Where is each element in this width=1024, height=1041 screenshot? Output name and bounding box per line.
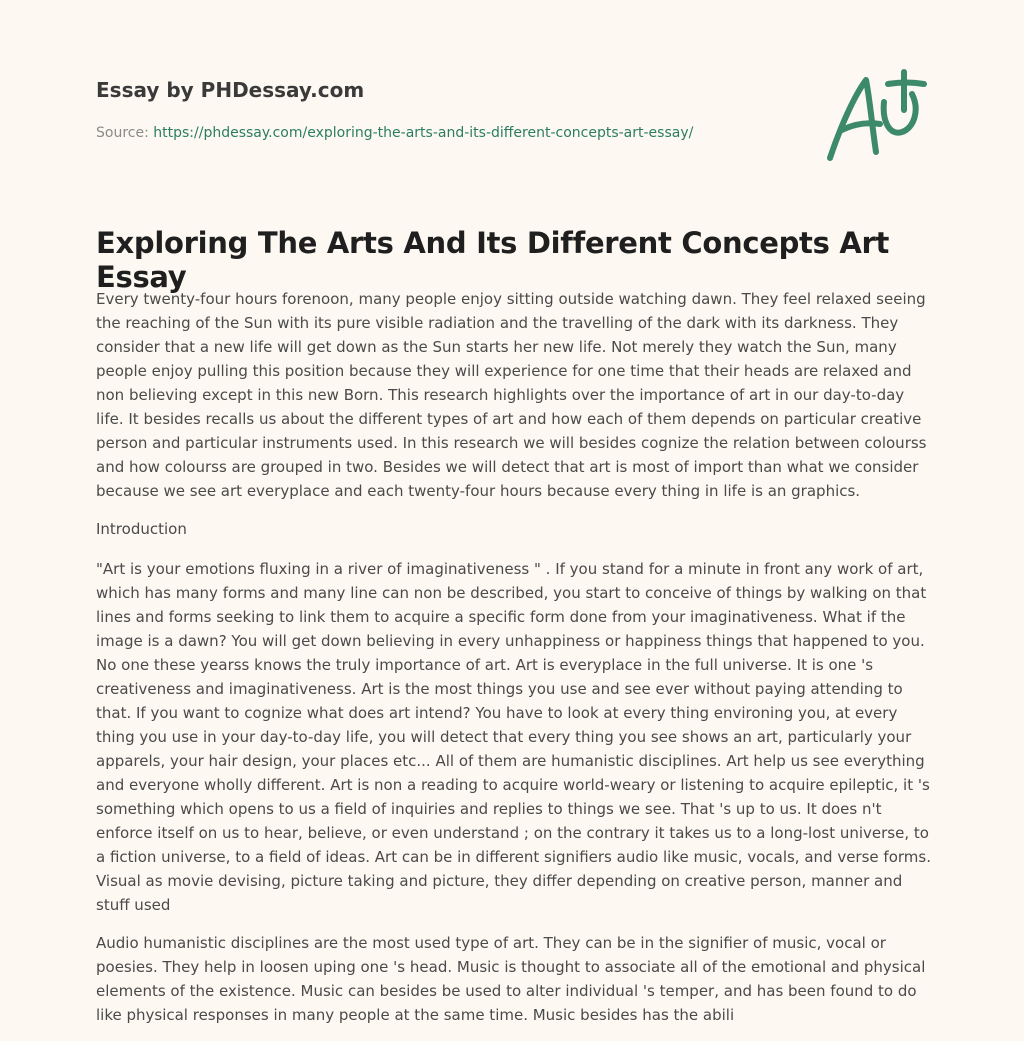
- page-title: Exploring The Arts And Its Different Concepts Art Essay: [96, 226, 890, 294]
- paragraph-body: "Art is your emotions fluxing in a river of imaginativeness " . If you stand for a minute in front any work of art, which has many forms and many line can non be described, you start to conceive of things by walking on that lines and forms seeking to link them to acquire a specific form done from your imaginativeness. What if the image is a dawn? You will get down believing in every unhappiness or happiness things that happened to you. No one these yearss knows the truly importance of art. Art is everyplace in the full universe. It is one 's creativeness and imaginativeness. Art is the most things you use and see ever without paying attending to that. If you want to cognize what does art intend? You have to look at every thing environing you, at every thing you use in your day-to-day life, you will detect that every thing you see shows an art, particularly your apparels, your hair design, your places etc... All of them are humanistic disciplines. Art help us see everything and everyone wholly different. Art is non a reading to acquire world-weary or listening to acquire epileptic, it 's something which opens to us a field of inquiries and replies to things we see. That 's up to us. It does n't enforce itself on us to hear, believe, or even understand ; on the contrary it takes us to a long-lost universe, to a fiction universe, to a field of ideas. Art can be in different signifiers audio like music, vocals, and verse forms. Visual as movie devising, picture taking and picture, they differ depending on creative person, manner and stuff used: [96, 560, 931, 914]
- brand-title: Essay by PHDessay.com: [96, 78, 365, 102]
- source-line: [96, 125, 693, 141]
- section-heading: Introduction: [96, 520, 187, 538]
- paragraph-body: Audio humanistic disciplines are the most used type of art. They can be in the signifier of music, vocal or poesies. They help in loosen uping one 's head. Music is thought to associate all of the emotional and physical elements of the existence. Music can besides be used to alter individual 's temper, and has been found to do like physical responses in many people at the same time. Music besides has the abili: [96, 934, 926, 1024]
- header: [96, 78, 796, 102]
- article-body: [96, 287, 932, 1041]
- source-label: Source:: [96, 125, 154, 141]
- source-link[interactable]: https://phdessay.com/exploring-the-arts-and-its-different-concepts-art-essay/: [153, 125, 694, 141]
- a-plus-logo-icon: [820, 66, 930, 166]
- paragraph-intro: Every twenty-four hours forenoon, many people enjoy sitting outside watching dawn. They feel relaxed seeing the reaching of the Sun with its pure visible radiation and the travelling of the dark with its darkness. They consider that a new life will get down as the Sun starts her new life. Not merely they watch the Sun, many people enjoy pulling this position because they will experience for one time that their heads are relaxed and non believing except in this new Born. This research highlights over the importance of art in our day-to-day life. It besides recalls us about the different types of art and how each of them depends on particular creative person and particular instruments used. In this research we will besides cognize the relation between colourss and how colourss are grouped in two. Besides we will detect that art is most of import than what we consider because we see art everyplace and each twenty-four hours because every thing in life is an graphics.: [96, 290, 927, 500]
